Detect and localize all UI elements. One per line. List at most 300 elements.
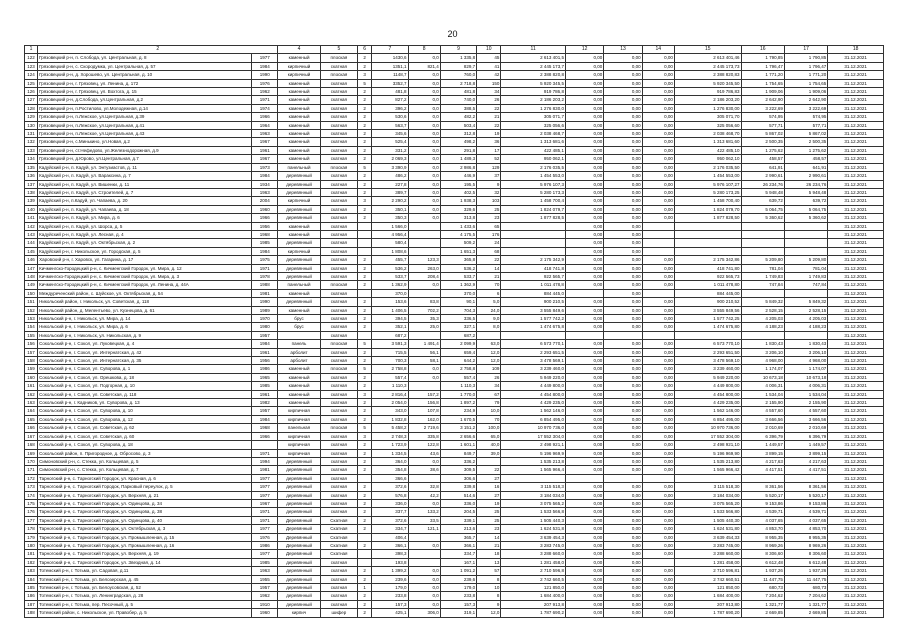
table-cell: деревянный bbox=[278, 180, 320, 188]
table-cell: 352,1 bbox=[372, 323, 408, 331]
table-cell: Кадуйский р-н, п. Кадуй, ул. Вишенки, д. 11 bbox=[38, 180, 252, 188]
table-cell: 123,3 bbox=[408, 256, 440, 264]
table-cell: 747,84 bbox=[741, 281, 784, 289]
table-cell: 3 184 034,00 bbox=[674, 491, 741, 499]
table-cell: 163 bbox=[25, 399, 38, 407]
table-cell: 5 196 969,9 bbox=[501, 449, 566, 457]
column-header: 12 bbox=[565, 46, 603, 54]
table-cell: 1 562 146,0 bbox=[501, 407, 566, 415]
table-cell: 4 968,00 bbox=[784, 357, 827, 365]
table-row bbox=[25, 357, 884, 365]
table-cell: 63,0 bbox=[477, 340, 501, 348]
table-cell: Скатная bbox=[320, 550, 357, 558]
table-cell: деревянный bbox=[278, 264, 320, 272]
table-cell: 5 948,48 bbox=[784, 188, 827, 196]
column-header: 6 bbox=[358, 46, 372, 54]
table-cell: 213,6 bbox=[440, 525, 476, 533]
table-cell: 25 bbox=[477, 508, 501, 516]
table-cell: 137 bbox=[25, 180, 38, 188]
table-cell: 1970 bbox=[252, 315, 278, 323]
table-cell: 0,00 bbox=[604, 113, 642, 121]
table-cell: Деревянный bbox=[278, 525, 320, 533]
table-row bbox=[25, 340, 884, 348]
table-cell: скатная bbox=[320, 230, 357, 238]
table-cell: 1968 bbox=[252, 230, 278, 238]
table-cell: 2 445 173,73 bbox=[674, 62, 741, 70]
table-cell: 239,6 bbox=[440, 575, 476, 583]
table-cell: 187 bbox=[25, 600, 38, 608]
table-cell: 0,00 bbox=[565, 121, 603, 129]
table-cell: 27 bbox=[477, 474, 501, 482]
table-cell: 291,8 bbox=[440, 146, 476, 154]
table-cell: скатная bbox=[320, 399, 357, 407]
table-cell: 1 937,26 bbox=[784, 567, 827, 575]
table-cell: Симоновский р-н, с. Стекка, ул. Кольцевая, д. 5 bbox=[38, 457, 252, 465]
table-cell: 0,0 bbox=[408, 88, 440, 96]
table-cell: 132 bbox=[25, 138, 38, 146]
table-cell: 0,00 bbox=[604, 567, 642, 575]
table-row bbox=[25, 533, 884, 541]
table-cell: 22 bbox=[477, 104, 501, 112]
table-cell: 1967 bbox=[252, 155, 278, 163]
table-cell: 0,00 bbox=[642, 567, 674, 575]
table-cell: 398,3 bbox=[372, 550, 408, 558]
table-cell bbox=[784, 474, 827, 482]
table-cell bbox=[358, 289, 372, 297]
table-cell: 336,0 bbox=[372, 499, 408, 507]
table-cell: панельный bbox=[278, 281, 320, 289]
table-cell: скатная bbox=[320, 466, 357, 474]
table-cell: Скатная bbox=[320, 525, 357, 533]
table-cell: 12,0 bbox=[477, 609, 501, 617]
table-cell: 5 520,17 bbox=[741, 491, 784, 499]
table-cell: 1985 bbox=[252, 239, 278, 247]
table-cell: 2 bbox=[358, 600, 372, 608]
table-cell: Деревянный bbox=[278, 550, 320, 558]
table-cell: 0,00 bbox=[565, 96, 603, 104]
table-cell: панель bbox=[278, 340, 320, 348]
table-cell: 0,00 bbox=[604, 441, 642, 449]
table-cell: 3 899,15 bbox=[741, 449, 784, 457]
table-row bbox=[25, 399, 884, 407]
table-cell: 1971 bbox=[252, 96, 278, 104]
table-cell: 10 970 736,0 bbox=[501, 424, 566, 432]
table-cell: 2 bbox=[358, 272, 372, 280]
table-cell: 31.12.2021 bbox=[828, 483, 884, 491]
table-cell: 336,0 bbox=[440, 499, 476, 507]
table-cell: 1 110,3 bbox=[440, 382, 476, 390]
table-cell: 1990 bbox=[252, 298, 278, 306]
table-cell: 7 204,62 bbox=[741, 592, 784, 600]
table-cell: 1 454 553,0 bbox=[501, 172, 566, 180]
table-cell: 1971 bbox=[252, 508, 278, 516]
table-cell: 6 854 495,00 bbox=[674, 415, 741, 423]
table-cell: 31.12.2021 bbox=[828, 609, 884, 617]
table-cell: 0,00 bbox=[642, 508, 674, 516]
table-cell: скатная bbox=[320, 272, 357, 280]
table-cell: 0,00 bbox=[565, 424, 603, 432]
table-row bbox=[25, 130, 884, 138]
table-cell: 0,00 bbox=[604, 340, 642, 348]
table-cell: 406,4 bbox=[372, 533, 408, 541]
table-cell: деревянный bbox=[278, 239, 320, 247]
table-row bbox=[25, 365, 884, 373]
table-cell: 1 275,62 bbox=[741, 146, 784, 154]
table-cell: 10 970 736,00 bbox=[674, 424, 741, 432]
table-cell: 309,5 bbox=[440, 466, 476, 474]
table-cell: 3 666,56 bbox=[784, 415, 827, 423]
table-cell: 5 280 173,3 bbox=[501, 188, 566, 196]
table-cell: 31.12.2021 bbox=[828, 592, 884, 600]
table-cell: 1984 bbox=[252, 340, 278, 348]
table-cell: 1 535 213,8 bbox=[501, 457, 566, 465]
table-cell: 1 535 213,80 bbox=[674, 457, 741, 465]
table-cell: 31.12.2021 bbox=[828, 558, 884, 566]
table-row bbox=[25, 592, 884, 600]
table-cell: 306,0 bbox=[408, 609, 440, 617]
table-cell: 0,00 bbox=[565, 104, 603, 112]
table-cell: 1 362,9 bbox=[440, 281, 476, 289]
table-cell: 422 485,1 bbox=[501, 146, 566, 154]
table-cell: 9 153,86 bbox=[784, 499, 827, 507]
table-cell: 1977 bbox=[252, 491, 278, 499]
table-cell: 0,00 bbox=[604, 188, 642, 196]
table-cell: 0,0 bbox=[408, 214, 440, 222]
table-cell: 5 920 345,5 bbox=[501, 79, 566, 87]
table-cell: 1961 bbox=[252, 348, 278, 356]
table-cell: 67 bbox=[477, 390, 501, 398]
table-cell bbox=[408, 247, 440, 255]
table-cell: Скатная bbox=[320, 533, 357, 541]
table-cell: 31.12.2021 bbox=[828, 382, 884, 390]
table-cell: 70 bbox=[477, 281, 501, 289]
table-cell: 3 666,56 bbox=[741, 415, 784, 423]
table-cell: 2 bbox=[358, 525, 372, 533]
table-cell: 0,00 bbox=[604, 197, 642, 205]
table-cell: 884 445,0 bbox=[501, 289, 566, 297]
table-cell: 2 bbox=[358, 62, 372, 70]
table-cell: 1980 bbox=[252, 323, 278, 331]
table-cell: 1 362,9 bbox=[372, 281, 408, 289]
table-cell: 1 449,57 bbox=[741, 441, 784, 449]
table-cell: 8 bbox=[477, 592, 501, 600]
table-cell: 418 741,80 bbox=[674, 264, 741, 272]
table-cell: 31.12.2021 bbox=[828, 239, 884, 247]
table-cell: 133 bbox=[25, 146, 38, 154]
table-cell: скатная bbox=[320, 172, 357, 180]
table-cell: 354,8 bbox=[372, 466, 408, 474]
table-cell: 0,00 bbox=[642, 113, 674, 121]
table-cell: 687,2 bbox=[440, 331, 476, 339]
table-cell: каменный bbox=[278, 138, 320, 146]
table-cell: 188 bbox=[25, 609, 38, 617]
table-cell: 147 bbox=[25, 264, 38, 272]
table-cell bbox=[642, 474, 674, 482]
table-cell bbox=[565, 289, 603, 297]
table-cell: Кадуйский р-н, п. Кадуй, ул. Шорса, д. 5 bbox=[38, 222, 252, 230]
table-cell: Тотемский р-н, г. Тотьма, ул. Ленинградская, д. 28 bbox=[38, 592, 252, 600]
table-cell: 0,0 bbox=[408, 592, 440, 600]
table-cell: 6 396,79 bbox=[784, 432, 827, 440]
table-cell: 134 bbox=[25, 155, 38, 163]
table-cell: арболит bbox=[278, 348, 320, 356]
table-row bbox=[25, 121, 884, 129]
table-cell: 31.12.2021 bbox=[828, 348, 884, 356]
table-cell: 2 986,8 bbox=[440, 163, 476, 171]
table-cell: 641,91 bbox=[784, 163, 827, 171]
table-cell: 5 360,62 bbox=[741, 214, 784, 222]
table-row bbox=[25, 188, 884, 196]
table-cell: Тарногский р-н, с. Тарногский Городок, ул. Одинцова, д. 38 bbox=[38, 508, 252, 516]
table-row bbox=[25, 584, 884, 592]
table-cell: 1 787 690,2 bbox=[501, 609, 566, 617]
table-cell: 2 290,2 bbox=[372, 197, 408, 205]
table-cell: 1 399,2 bbox=[372, 567, 408, 575]
table-cell: 0,00 bbox=[565, 323, 603, 331]
table-cell: скатная bbox=[320, 584, 357, 592]
table-row bbox=[25, 499, 884, 507]
table-cell: каменный bbox=[278, 121, 320, 129]
table-cell: 6 612,48 bbox=[784, 558, 827, 566]
table-cell: 31.12.2021 bbox=[828, 331, 884, 339]
table-cell: 1986 bbox=[252, 541, 278, 549]
table-cell: 11 447,75 bbox=[784, 575, 827, 583]
table-row bbox=[25, 558, 884, 566]
table-cell bbox=[565, 474, 603, 482]
table-cell: арболит bbox=[278, 357, 320, 365]
table-cell: 1971 bbox=[252, 264, 278, 272]
table-cell: 0,00 bbox=[604, 424, 642, 432]
column-header: 18 bbox=[828, 46, 884, 54]
table-cell: 0,00 bbox=[642, 306, 674, 314]
table-cell: 2 bbox=[358, 499, 372, 507]
table-cell: 577,71 bbox=[784, 121, 827, 129]
table-cell: 4 557,60 bbox=[741, 407, 784, 415]
table-cell: 0,00 bbox=[642, 264, 674, 272]
table-cell: 0,00 bbox=[642, 457, 674, 465]
table-cell: Никольский район, д. Мелентьево, ул. Кузнецова, д. 61 bbox=[38, 306, 252, 314]
table-cell: 21 bbox=[477, 272, 501, 280]
table-cell: 2 293 651,50 bbox=[674, 348, 741, 356]
table-cell: 5 bbox=[358, 424, 372, 432]
table-cell: 31.12.2021 bbox=[828, 247, 884, 255]
table-row bbox=[25, 323, 884, 331]
table-cell: 1430,6 bbox=[372, 54, 408, 62]
table-cell: 687,2 bbox=[372, 331, 408, 339]
table-cell: 26 234,76 bbox=[784, 180, 827, 188]
table-cell: 4 853,70 bbox=[784, 525, 827, 533]
table-cell: 0,0 bbox=[408, 54, 440, 62]
table-cell: 0,0 bbox=[408, 457, 440, 465]
table-cell: 156 bbox=[25, 340, 38, 348]
table-row bbox=[25, 348, 884, 356]
table-row bbox=[25, 541, 884, 549]
table-row bbox=[25, 281, 884, 289]
table-cell: плоская bbox=[320, 340, 357, 348]
table-cell: скатная bbox=[320, 567, 357, 575]
table-cell: 1 824 079,70 bbox=[674, 205, 741, 213]
table-cell: Тарногский р-н, с. Тарногский Городок, Парковый переулок, д. 5 bbox=[38, 483, 252, 491]
table-cell: Грязовецкий р-н, п.Лежское, ул.Центральная, д.39 bbox=[38, 113, 252, 121]
table-cell: 1 474 675,8 bbox=[501, 323, 566, 331]
table-cell: 0,00 bbox=[604, 415, 642, 423]
table-cell: 31.12.2021 bbox=[828, 155, 884, 163]
table-cell: 14 bbox=[477, 533, 501, 541]
table-cell: 350,1 bbox=[372, 205, 408, 213]
table-row bbox=[25, 247, 884, 255]
table-cell: 0,00 bbox=[565, 558, 603, 566]
table-cell: 42 bbox=[477, 71, 501, 79]
table-cell: 25 bbox=[477, 516, 501, 524]
table-cell: 0,00 bbox=[565, 584, 603, 592]
table-cell: 3 115 518,30 bbox=[674, 483, 741, 491]
table-cell: 8 969,26 bbox=[741, 541, 784, 549]
table-cell: Сокольский р-н, г. Сокол, ул. Орешкова, д. 18 bbox=[38, 373, 252, 381]
table-cell bbox=[408, 533, 440, 541]
table-cell: 5 458,2 bbox=[372, 424, 408, 432]
table-cell: 1 321,77 bbox=[741, 600, 784, 608]
table-cell: 31.12.2021 bbox=[828, 357, 884, 365]
table-cell: 1 458 700,4 bbox=[501, 197, 566, 205]
table-cell: 1 754,65 bbox=[741, 79, 784, 87]
table-cell: 5 948,48 bbox=[741, 188, 784, 196]
table-cell: 17 552 304,00 bbox=[674, 432, 741, 440]
table-cell: скатная bbox=[320, 256, 357, 264]
column-header: 9 bbox=[440, 46, 476, 54]
table-cell: 1 684 400,00 bbox=[674, 592, 741, 600]
table-cell: 2 528,15 bbox=[784, 306, 827, 314]
table-cell: 2 bbox=[358, 104, 372, 112]
table-cell: 0,00 bbox=[604, 600, 642, 608]
table-cell: 158 bbox=[25, 357, 38, 365]
table-cell: Сокольский р-н, г. Сокол, ул. Советская, д. 62 bbox=[38, 424, 252, 432]
table-cell: 8 955,35 bbox=[741, 533, 784, 541]
table-cell: 2 bbox=[358, 155, 372, 163]
table-cell: 0,00 bbox=[642, 323, 674, 331]
table-cell: 329,6 bbox=[440, 205, 476, 213]
table-cell: 334,7 bbox=[372, 525, 408, 533]
table-cell: 31.12.2021 bbox=[828, 54, 884, 62]
table-cell: 0,00 bbox=[565, 600, 603, 608]
column-header: 2 bbox=[38, 46, 278, 54]
table-cell: 0,00 bbox=[565, 281, 603, 289]
table-cell: 2 bbox=[358, 113, 372, 121]
table-cell: каменный bbox=[278, 399, 320, 407]
table-cell: 574,95 bbox=[784, 113, 827, 121]
table-cell: 0,00 bbox=[604, 88, 642, 96]
table-cell: 1 533 566,8 bbox=[501, 508, 566, 516]
table-cell: 922 565,73 bbox=[674, 272, 741, 280]
table-cell: деревянный bbox=[278, 474, 320, 482]
table-cell: 2 613 401,46 bbox=[674, 54, 741, 62]
table-cell: 2 bbox=[358, 415, 372, 423]
table-cell: 1 276 830,00 bbox=[674, 104, 741, 112]
table-cell: Грязовецкий р-н, с. Скородумка, ул. Центральная, д. 57 bbox=[38, 62, 252, 70]
table-cell: 1977 bbox=[252, 54, 278, 62]
column-header: 7 bbox=[372, 46, 408, 54]
table-cell: 3 591,3 bbox=[372, 340, 408, 348]
table-cell: 157 bbox=[25, 348, 38, 356]
table-cell: 680,73 bbox=[741, 584, 784, 592]
table-cell: 2 bbox=[358, 306, 372, 314]
table-cell: 174 bbox=[25, 491, 38, 499]
table-cell: 1 938,3 bbox=[440, 197, 476, 205]
table-cell: 5 976 107,27 bbox=[674, 180, 741, 188]
table-row bbox=[25, 609, 884, 617]
table-cell: 130 bbox=[25, 121, 38, 129]
table-cell bbox=[408, 558, 440, 566]
table-cell: каменный bbox=[278, 79, 320, 87]
table-cell: 19 bbox=[477, 499, 501, 507]
table-cell: 6 854 495,0 bbox=[501, 415, 566, 423]
table-cell: 641,91 bbox=[741, 163, 784, 171]
table-cell: кирпичный bbox=[278, 247, 320, 255]
table-cell: 9 bbox=[477, 180, 501, 188]
table-cell: 0,00 bbox=[642, 533, 674, 541]
table-cell: 503,4 bbox=[440, 121, 476, 129]
table-cell: скатная bbox=[320, 264, 357, 272]
table-row bbox=[25, 205, 884, 213]
table-cell: каменный bbox=[278, 289, 320, 297]
table-cell: 458,57 bbox=[741, 155, 784, 163]
table-cell: 25,0 bbox=[408, 323, 440, 331]
table-cell: 1977 bbox=[252, 474, 278, 482]
table-cell bbox=[408, 474, 440, 482]
table-cell: 1 454 553,00 bbox=[674, 172, 741, 180]
table-cell: 1971 bbox=[252, 449, 278, 457]
table-cell: 0,0 bbox=[408, 96, 440, 104]
table-cell: каменный bbox=[278, 130, 320, 138]
table-cell: 31.12.2021 bbox=[828, 281, 884, 289]
table-cell: 0,00 bbox=[642, 315, 674, 323]
table-cell: 185 bbox=[25, 584, 38, 592]
table-cell: Кадуйский р-н, п. Кадуй, ул. Строителей, д. 7 bbox=[38, 188, 252, 196]
table-cell: 31.12.2021 bbox=[828, 172, 884, 180]
housing-register-table bbox=[24, 45, 884, 618]
table-cell: 0,00 bbox=[565, 264, 603, 272]
table-row bbox=[25, 525, 884, 533]
table-cell: 0,00 bbox=[565, 315, 603, 323]
table-cell: 3 639 454,3 bbox=[501, 533, 566, 541]
table-cell: 21 bbox=[477, 541, 501, 549]
table-cell: 0,00 bbox=[642, 541, 674, 549]
table-cell: 2 bbox=[358, 457, 372, 465]
table-cell: 388,5 bbox=[440, 104, 476, 112]
table-cell: 31.12.2021 bbox=[828, 205, 884, 213]
table-cell: 2 bbox=[358, 146, 372, 154]
table-cell: 1 754,65 bbox=[784, 79, 827, 87]
table-cell bbox=[408, 550, 440, 558]
table-cell: кирпичная bbox=[278, 432, 320, 440]
table-cell: 1 624 531,80 bbox=[674, 525, 741, 533]
table-cell: каменный bbox=[278, 54, 320, 62]
table-cell: 4 557,60 bbox=[784, 407, 827, 415]
table-cell: 35,3 bbox=[408, 315, 440, 323]
table-cell: 2 758,8 bbox=[440, 365, 476, 373]
table-cell: 3 bbox=[358, 197, 372, 205]
table-cell: 31.12.2021 bbox=[828, 222, 884, 230]
table-cell: 3 115 518,3 bbox=[501, 483, 566, 491]
table-cell: 0,00 bbox=[604, 239, 642, 247]
table-cell: скатная bbox=[320, 306, 357, 314]
table-cell: деревянный bbox=[278, 272, 320, 280]
table-cell: 41 bbox=[477, 62, 501, 70]
table-cell: скатная bbox=[320, 357, 357, 365]
table-cell: 0,00 bbox=[604, 62, 642, 70]
table-cell: Сокольский р-н, г. Сокол, ул. Суворова, д. 18 bbox=[38, 441, 252, 449]
table-cell: 31.12.2021 bbox=[828, 289, 884, 297]
table-cell: кирпичная bbox=[278, 407, 320, 415]
